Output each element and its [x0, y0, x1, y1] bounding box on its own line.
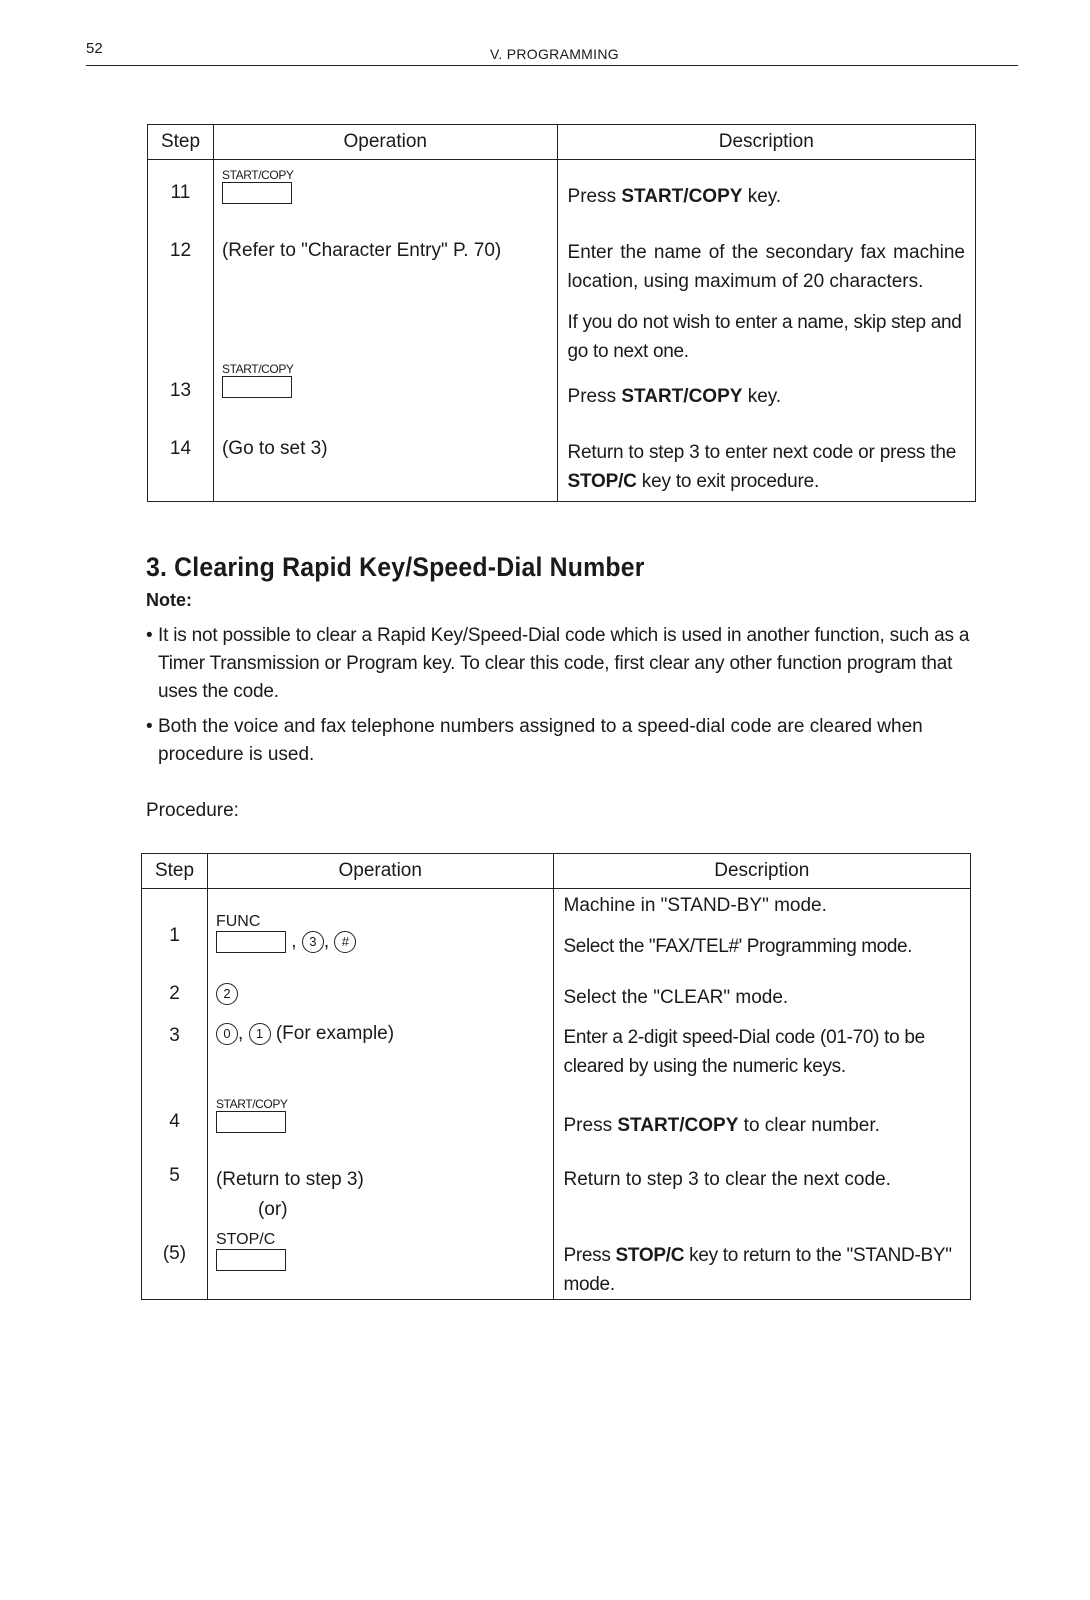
bullet-text: It is not possible to clear a Rapid Key/Speed-Dial code which is used in another function, such as a Timer Transmission or Program key. To clear this code, first clear any other function program that uses the code.	[158, 625, 970, 702]
bullet-icon: •	[146, 625, 153, 646]
operation-cell: 0 , 1 (For example)	[207, 1017, 553, 1101]
bullet-icon: •	[146, 716, 153, 737]
page-number: 52	[86, 40, 103, 57]
operation-or-text: (or)	[257, 1198, 288, 1220]
circled-key-3-icon: 3	[302, 931, 324, 953]
start-copy-key-icon	[216, 1111, 286, 1133]
description-cell	[557, 376, 975, 432]
description-text: Press START/COPY key.	[567, 385, 782, 407]
step-number-text: 3	[169, 1024, 180, 1046]
key-label: START/COPY	[221, 361, 294, 376]
note-bullet	[146, 622, 978, 706]
table-row	[148, 432, 976, 502]
step-number-text: 1	[169, 925, 180, 946]
description-text: Machine in "STAND-BY" mode.	[563, 895, 827, 916]
step-number	[148, 222, 214, 376]
description-cell	[553, 1153, 971, 1225]
note-label: Note:	[146, 590, 192, 610]
circled-key-0-icon: 0	[216, 1023, 238, 1045]
operation-cell	[213, 361, 557, 432]
operation-cell	[207, 1096, 553, 1153]
description-cell	[553, 1017, 971, 1101]
operation-cell	[207, 1153, 553, 1225]
stop-c-key-icon	[216, 1249, 286, 1271]
description-cell	[557, 222, 975, 376]
description-cell	[553, 1101, 971, 1153]
steps-table-1	[147, 124, 976, 502]
step-number-text: 4	[169, 1110, 180, 1132]
header-rule	[86, 65, 1018, 66]
table-row	[142, 975, 971, 1017]
start-copy-key-icon	[222, 182, 292, 204]
note-bullet	[146, 713, 978, 769]
step-number-text: 12	[169, 239, 192, 261]
header-description: Description	[553, 854, 971, 889]
description-text: Select the "CLEAR" mode.	[563, 986, 789, 1008]
operation-text: (Go to set 3)	[221, 437, 328, 459]
step-number-text: 13	[169, 379, 192, 401]
table-row	[142, 1101, 971, 1153]
header-step: Step	[142, 854, 208, 889]
step-number	[142, 1017, 208, 1101]
description-text: Press START/COPY to clear number.	[563, 1114, 880, 1136]
operation-cell: FUNC , 3 , #	[207, 889, 553, 975]
key-label: FUNC	[215, 913, 261, 930]
procedure-label: Procedure:	[146, 800, 239, 821]
step-number	[142, 1225, 208, 1300]
circled-key-1-icon: 1	[249, 1023, 271, 1045]
operation-cell	[207, 975, 553, 1017]
table-row	[142, 1017, 971, 1101]
operation-cell	[213, 222, 557, 376]
step-number	[142, 1101, 208, 1153]
section-title: 3. Clearing Rapid Key/Speed-Dial Number	[146, 552, 645, 582]
circled-key-2-icon: 2	[216, 983, 238, 1005]
chapter-title: V. PROGRAMMING	[490, 46, 619, 62]
step-number	[142, 975, 208, 1017]
description-text: Press START/COPY key.	[567, 186, 782, 207]
table-row	[142, 1225, 971, 1300]
circled-key-hash-icon: #	[334, 931, 356, 953]
step-number-text: 14	[169, 437, 192, 459]
description-text: Press STOP/C key to return to the "STAND-BY" mode.	[563, 1244, 952, 1295]
description-cell	[553, 975, 971, 1017]
step-number-text: 11	[170, 182, 191, 203]
header-operation: Operation	[213, 125, 557, 160]
description-text: If you do not wish to enter a name, skip step and go to next one.	[567, 311, 962, 362]
separator: ,	[291, 931, 297, 953]
step-number	[148, 432, 214, 502]
step-number	[142, 889, 208, 975]
description-text: Select the "FAX/TEL#' Programming mode.	[563, 936, 913, 957]
start-copy-key-icon	[222, 376, 292, 398]
operation-text: (For example)	[275, 1022, 395, 1044]
key-label: STOP/C	[215, 1230, 276, 1248]
table-row	[148, 376, 976, 432]
step-number	[148, 376, 214, 432]
description-text: Enter the name of the secondary fax machine location, using maximum of 20 characters.	[567, 241, 965, 292]
step-number-text: 5	[169, 1164, 180, 1186]
step-number	[148, 160, 214, 222]
step-number	[142, 1153, 208, 1225]
description-text: Return to step 3 to enter next code or press the STOP/C key to exit procedure.	[567, 441, 957, 492]
table-row	[142, 889, 971, 975]
table-row	[148, 160, 976, 222]
bullet-text: Both the voice and fax telephone numbers assigned to a speed-dial code are cleared when procedure is used.	[158, 716, 923, 765]
operation-cell	[213, 160, 557, 222]
table-row	[148, 222, 976, 376]
key-label: START/COPY	[215, 1096, 288, 1111]
table-row	[142, 1153, 971, 1225]
step-number-text: (5)	[162, 1242, 187, 1264]
header-description: Description	[557, 125, 975, 160]
operation-cell	[207, 1225, 553, 1300]
operation-text: (Return to step 3)	[215, 1168, 364, 1190]
header-step: Step	[148, 125, 214, 160]
steps-table-2	[141, 853, 971, 1300]
key-label: START/COPY	[221, 168, 294, 182]
header-operation: Operation	[207, 854, 553, 889]
description-cell	[557, 432, 975, 502]
func-key-icon	[216, 931, 286, 953]
step-number-text: 2	[169, 982, 180, 1004]
operation-text: (Refer to "Character Entry" P. 70)	[221, 239, 502, 261]
description-text: Enter a 2-digit speed-Dial code (01-70) to be cleared by using the numeric keys.	[563, 1026, 925, 1077]
operation-cell	[213, 432, 557, 502]
description-cell	[553, 889, 971, 975]
description-text: Return to step 3 to clear the next code.	[563, 1168, 891, 1190]
description-cell	[557, 160, 975, 222]
description-cell	[553, 1225, 971, 1300]
